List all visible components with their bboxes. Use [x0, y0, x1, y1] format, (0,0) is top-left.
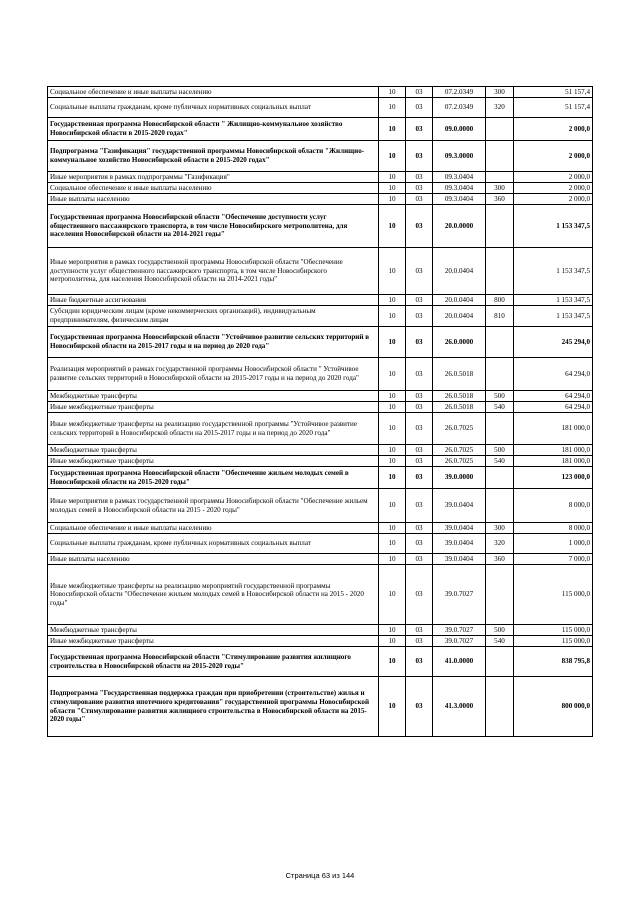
row-expense-type-code	[486, 358, 514, 391]
table-row	[48, 87, 593, 98]
row-amount: 2 000,0	[514, 141, 593, 172]
row-subsection-code: 03	[406, 98, 433, 118]
row-subsection-code: 03	[406, 87, 433, 98]
row-amount: 8 000,0	[514, 523, 593, 534]
row-expense-type-code: 300	[486, 523, 514, 534]
table-row	[48, 141, 593, 172]
row-amount: 1 153 347,5	[514, 295, 593, 306]
table-row	[48, 467, 593, 489]
row-amount: 1 000,0	[514, 534, 593, 554]
row-amount: 181 000,0	[514, 445, 593, 456]
row-name: Иные мероприятия в рамках государственной программы Новосибирской области "Обеспечение жильем молодых семей в Новосибирской области на 2015 - 2020 годы"	[48, 489, 379, 523]
row-subsection-code: 03	[406, 489, 433, 523]
row-name: Межбюджетные трансферты	[48, 625, 379, 636]
row-section-code: 10	[379, 647, 406, 677]
table-row	[48, 295, 593, 306]
table-row	[48, 248, 593, 295]
table-row	[48, 677, 593, 737]
row-amount: 64 294,0	[514, 391, 593, 402]
row-subsection-code: 03	[406, 194, 433, 205]
row-section-code: 10	[379, 306, 406, 327]
row-subsection-code: 03	[406, 205, 433, 248]
row-target-article-code: 26.0.7025	[433, 456, 486, 467]
row-expense-type-code	[486, 205, 514, 248]
table-row	[48, 647, 593, 677]
row-section-code: 10	[379, 565, 406, 625]
row-name: Межбюджетные трансферты	[48, 391, 379, 402]
table-row	[48, 118, 593, 141]
row-target-article-code: 39.0.0404	[433, 523, 486, 534]
row-amount: 838 795,8	[514, 647, 593, 677]
row-target-article-code: 26.0.7025	[433, 445, 486, 456]
row-target-article-code: 09.3.0000	[433, 141, 486, 172]
row-target-article-code: 20.0.0404	[433, 306, 486, 327]
row-target-article-code: 39.0.7027	[433, 565, 486, 625]
row-section-code: 10	[379, 413, 406, 445]
row-section-code: 10	[379, 523, 406, 534]
row-section-code: 10	[379, 87, 406, 98]
row-subsection-code: 03	[406, 172, 433, 183]
document-page	[47, 86, 592, 737]
row-section-code: 10	[379, 625, 406, 636]
row-subsection-code: 03	[406, 647, 433, 677]
row-target-article-code: 20.0.0404	[433, 295, 486, 306]
page-number: Страница 63 из 144	[285, 871, 355, 880]
row-amount: 800 000,0	[514, 677, 593, 737]
row-expense-type-code: 540	[486, 456, 514, 467]
row-subsection-code: 03	[406, 327, 433, 358]
row-name: Реализация мероприятий в рамках государственной программы Новосибирской области " Устойчивое развитие сельских территорий в Новосибирской области на 2015-2017 годы и на период до 2020 года"	[48, 358, 379, 391]
row-section-code: 10	[379, 183, 406, 194]
row-subsection-code: 03	[406, 183, 433, 194]
row-name: Иные межбюджетные трансферты	[48, 456, 379, 467]
table-row	[48, 172, 593, 183]
row-target-article-code: 26.0.5018	[433, 391, 486, 402]
row-expense-type-code: 300	[486, 183, 514, 194]
row-target-article-code: 09.3.0404	[433, 183, 486, 194]
row-target-article-code: 26.0.5018	[433, 402, 486, 413]
row-subsection-code: 03	[406, 413, 433, 445]
table-row	[48, 625, 593, 636]
row-expense-type-code: 810	[486, 306, 514, 327]
row-name: Государственная программа Новосибирской области "Стимулирование развития жилищного строительства в Новосибирской области на 2015-2020 годы"	[48, 647, 379, 677]
row-subsection-code: 03	[406, 358, 433, 391]
row-name: Подпрограмма "Газификация" государственной программы Новосибирской области "Жилищно-коммунальное хозяйство Новосибирской области в 2015-2020 годах"	[48, 141, 379, 172]
row-section-code: 10	[379, 194, 406, 205]
row-subsection-code: 03	[406, 445, 433, 456]
row-expense-type-code: 360	[486, 554, 514, 565]
row-amount: 2 000,0	[514, 118, 593, 141]
row-name: Социальное обеспечение и иные выплаты населению	[48, 87, 379, 98]
row-amount: 64 294,0	[514, 358, 593, 391]
row-name: Государственная программа Новосибирской области "Обеспечение доступности услуг общественного пассажирского транспорта, в том числе Новосибирского метрополитена, для населения Новосибирской области на 2014-2021 годы"	[48, 205, 379, 248]
row-name: Социальное обеспечение и иные выплаты населению	[48, 523, 379, 534]
row-amount: 181 000,0	[514, 413, 593, 445]
row-name: Иные межбюджетные трансферты на реализацию мероприятий государственной программы Новосибирской области "Обеспечение жильем молодых семей в Новосибирской области на 2015 - 2020 годы"	[48, 565, 379, 625]
row-expense-type-code: 500	[486, 625, 514, 636]
row-target-article-code: 41.3.0000	[433, 677, 486, 737]
row-subsection-code: 03	[406, 523, 433, 534]
row-expense-type-code	[486, 248, 514, 295]
table-row	[48, 445, 593, 456]
row-target-article-code: 07.2.0349	[433, 98, 486, 118]
row-target-article-code: 26.0.0000	[433, 327, 486, 358]
table-row	[48, 183, 593, 194]
table-row	[48, 565, 593, 625]
page-footer	[0, 871, 640, 880]
row-section-code: 10	[379, 467, 406, 489]
row-name: Государственная программа Новосибирской области "Обеспечение жильем молодых семей в Новосибирской области на 2015-2020 годы"	[48, 467, 379, 489]
table-row	[48, 327, 593, 358]
row-name: Социальное обеспечение и иные выплаты населению	[48, 183, 379, 194]
row-amount: 8 000,0	[514, 489, 593, 523]
table-row	[48, 523, 593, 534]
row-expense-type-code	[486, 647, 514, 677]
row-name: Подпрограмма "Государственная поддержка граждан при приобретении (строительстве) жилья и стимулирование развития ипотечного кредитования" государственной программы Новосибирской области "Стимулирование развития жилищного строительства в Новосибирской области на 2015-2020 годы"	[48, 677, 379, 737]
row-subsection-code: 03	[406, 467, 433, 489]
row-section-code: 10	[379, 489, 406, 523]
row-expense-type-code	[486, 118, 514, 141]
row-amount: 1 153 347,5	[514, 306, 593, 327]
table-row	[48, 98, 593, 118]
table-row	[48, 456, 593, 467]
row-amount: 123 000,0	[514, 467, 593, 489]
table-row	[48, 489, 593, 523]
row-name: Иные межбюджетные трансферты	[48, 402, 379, 413]
row-expense-type-code	[486, 172, 514, 183]
row-name: Иные мероприятия в рамках государственной программы Новосибирской области "Обеспечение доступности услуг общественного пассажирского транспорта, в том числе Новосибирского метрополитена, для населения Новосибирской области на 2014-2021 годы"	[48, 248, 379, 295]
row-section-code: 10	[379, 391, 406, 402]
row-expense-type-code	[486, 677, 514, 737]
row-amount: 115 000,0	[514, 625, 593, 636]
row-expense-type-code	[486, 141, 514, 172]
table-row	[48, 534, 593, 554]
row-subsection-code: 03	[406, 295, 433, 306]
row-target-article-code: 39.0.7027	[433, 625, 486, 636]
row-expense-type-code: 500	[486, 391, 514, 402]
row-target-article-code: 09.3.0404	[433, 194, 486, 205]
row-target-article-code: 20.0.0404	[433, 248, 486, 295]
row-target-article-code: 39.0.0404	[433, 489, 486, 523]
row-section-code: 10	[379, 172, 406, 183]
row-expense-type-code	[486, 467, 514, 489]
row-name: Иные межбюджетные трансферты	[48, 636, 379, 647]
row-subsection-code: 03	[406, 306, 433, 327]
row-amount: 2 000,0	[514, 183, 593, 194]
row-section-code: 10	[379, 402, 406, 413]
row-section-code: 10	[379, 358, 406, 391]
row-amount: 181 000,0	[514, 456, 593, 467]
row-section-code: 10	[379, 248, 406, 295]
row-section-code: 10	[379, 456, 406, 467]
row-expense-type-code	[486, 327, 514, 358]
row-subsection-code: 03	[406, 391, 433, 402]
row-amount: 51 157,4	[514, 98, 593, 118]
row-name: Межбюджетные трансферты	[48, 445, 379, 456]
row-target-article-code: 39.0.0404	[433, 554, 486, 565]
row-expense-type-code: 540	[486, 402, 514, 413]
row-subsection-code: 03	[406, 565, 433, 625]
row-expense-type-code: 800	[486, 295, 514, 306]
row-expense-type-code: 300	[486, 87, 514, 98]
row-subsection-code: 03	[406, 402, 433, 413]
row-amount: 115 000,0	[514, 636, 593, 647]
row-amount: 1 153 347,5	[514, 205, 593, 248]
budget-table-body	[48, 87, 593, 737]
table-row	[48, 306, 593, 327]
row-target-article-code: 41.0.0000	[433, 647, 486, 677]
row-target-article-code: 39.0.7027	[433, 636, 486, 647]
row-expense-type-code	[486, 489, 514, 523]
row-section-code: 10	[379, 554, 406, 565]
table-row	[48, 391, 593, 402]
row-amount: 64 294,0	[514, 402, 593, 413]
row-subsection-code: 03	[406, 636, 433, 647]
row-name: Иные межбюджетные трансферты на реализацию государственной программы "Устойчивое развитие сельских территорий в Новосибирской области на 2015-2017 годы и на период до 2020 года"	[48, 413, 379, 445]
row-target-article-code: 26.0.5018	[433, 358, 486, 391]
row-amount: 2 000,0	[514, 194, 593, 205]
row-expense-type-code: 540	[486, 636, 514, 647]
row-target-article-code: 20.0.0000	[433, 205, 486, 248]
row-subsection-code: 03	[406, 677, 433, 737]
row-expense-type-code: 500	[486, 445, 514, 456]
row-amount: 1 153 347,5	[514, 248, 593, 295]
row-section-code: 10	[379, 98, 406, 118]
row-subsection-code: 03	[406, 625, 433, 636]
row-subsection-code: 03	[406, 534, 433, 554]
table-row	[48, 194, 593, 205]
row-target-article-code: 26.0.7025	[433, 413, 486, 445]
row-expense-type-code: 320	[486, 98, 514, 118]
row-target-article-code: 09.3.0404	[433, 172, 486, 183]
table-row	[48, 205, 593, 248]
budget-table	[47, 86, 593, 737]
row-amount: 2 000,0	[514, 172, 593, 183]
row-amount: 115 000,0	[514, 565, 593, 625]
row-section-code: 10	[379, 295, 406, 306]
row-subsection-code: 03	[406, 141, 433, 172]
row-name: Иные мероприятия в рамках подпрограммы "Газификация"	[48, 172, 379, 183]
row-target-article-code: 09.0.0000	[433, 118, 486, 141]
row-amount: 7 000,0	[514, 554, 593, 565]
table-row	[48, 358, 593, 391]
row-section-code: 10	[379, 534, 406, 554]
row-section-code: 10	[379, 327, 406, 358]
row-section-code: 10	[379, 636, 406, 647]
row-name: Государственная программа Новосибирской области " Жилищно-коммунальное хозяйство Новосибирской области в 2015-2020 годах"	[48, 118, 379, 141]
row-target-article-code: 07.2.0349	[433, 87, 486, 98]
row-target-article-code: 39.0.0404	[433, 534, 486, 554]
row-name: Иные выплаты населению	[48, 554, 379, 565]
row-name: Государственная программа Новосибирской области "Устойчивое развитие сельских территорий в Новосибирской области на 2015-2017 годы и на период до 2020 года"	[48, 327, 379, 358]
row-subsection-code: 03	[406, 118, 433, 141]
row-section-code: 10	[379, 205, 406, 248]
row-name: Субсидии юридическим лицам (кроме некоммерческих организаций), индивидуальным предпринимателям, физическим лицам	[48, 306, 379, 327]
row-subsection-code: 03	[406, 554, 433, 565]
row-target-article-code: 39.0.0000	[433, 467, 486, 489]
row-subsection-code: 03	[406, 456, 433, 467]
table-row	[48, 413, 593, 445]
row-section-code: 10	[379, 118, 406, 141]
table-row	[48, 636, 593, 647]
row-section-code: 10	[379, 677, 406, 737]
row-section-code: 10	[379, 141, 406, 172]
row-expense-type-code: 360	[486, 194, 514, 205]
row-section-code: 10	[379, 445, 406, 456]
row-name: Социальные выплаты гражданам, кроме публичных нормативных социальных выплат	[48, 534, 379, 554]
row-expense-type-code: 320	[486, 534, 514, 554]
row-name: Иные выплаты населению	[48, 194, 379, 205]
row-subsection-code: 03	[406, 248, 433, 295]
row-expense-type-code	[486, 565, 514, 625]
row-name: Иные бюджетные ассигнования	[48, 295, 379, 306]
row-expense-type-code	[486, 413, 514, 445]
table-row	[48, 554, 593, 565]
row-amount: 51 157,4	[514, 87, 593, 98]
table-row	[48, 402, 593, 413]
row-name: Социальные выплаты гражданам, кроме публичных нормативных социальных выплат	[48, 98, 379, 118]
row-amount: 245 294,0	[514, 327, 593, 358]
